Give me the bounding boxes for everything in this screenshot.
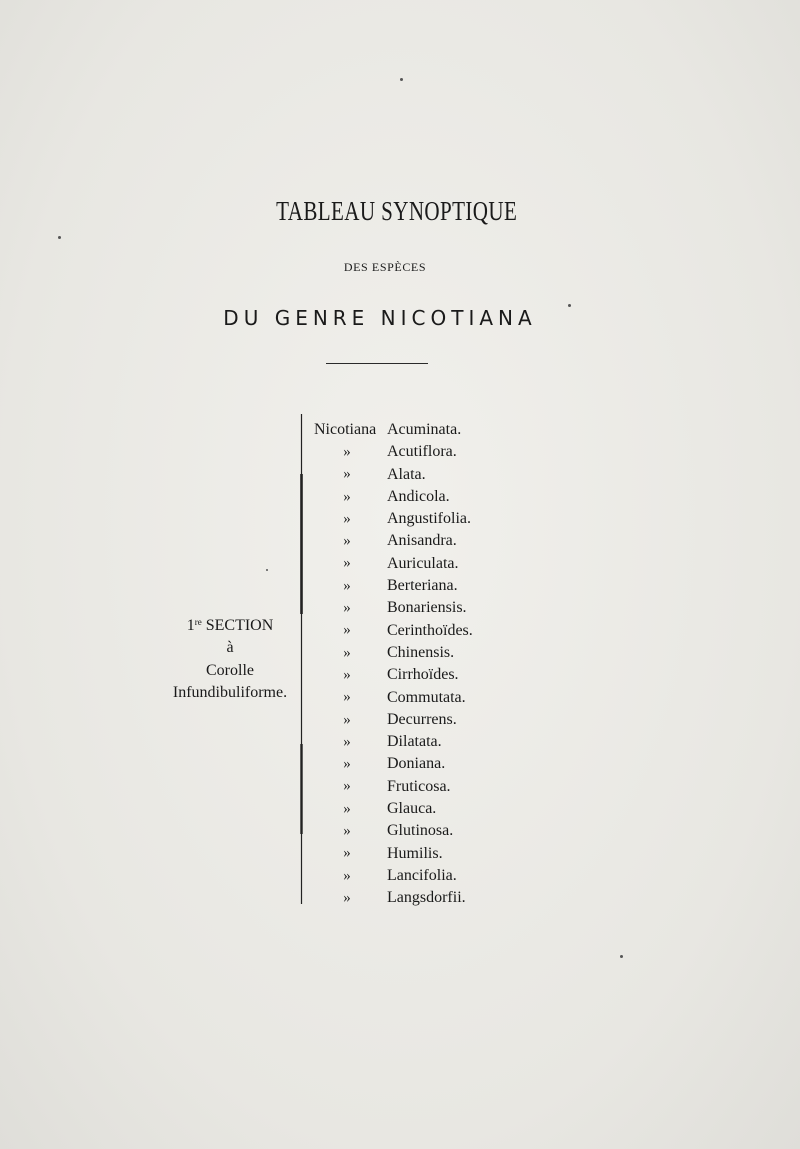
species-item: Acutiflora. [387,443,457,461]
ditto-mark: » [343,867,351,884]
section-label [160,611,300,704]
ditto-mark: » [343,510,351,527]
species-item: Auriculata. [387,554,459,572]
ditto-mark: » [343,600,351,617]
ditto-mark: » [343,622,351,639]
title-divider [326,363,428,364]
section-brace [300,414,303,904]
paper-speck [58,236,61,239]
ditto-mark: » [343,800,351,817]
species-item: Chinensis. [387,643,455,661]
species-item: Cirrhoïdes. [387,666,459,684]
ditto-mark: » [343,689,351,706]
ditto-mark: » [343,666,351,683]
species-item: Humilis. [387,844,443,862]
page-subtitle: DES ESPÈCES [343,260,427,274]
ditto-mark: » [343,488,351,505]
section-line-3: Corolle [206,661,254,679]
paper-speck [620,955,623,958]
ditto-mark: » [343,466,351,483]
species-item: Andicola. [387,487,450,505]
species-item: Fruticosa. [387,777,451,795]
ditto-mark: » [343,756,351,773]
genus-name: Nicotiana [314,421,377,438]
section-line-2: à [226,639,234,657]
species-item: Langsdorfii. [387,889,466,907]
species-item: Alata. [387,465,426,483]
paper-speck [266,569,268,571]
species-item: Acuminata. [387,421,462,438]
species-item: Doniana. [387,755,446,773]
ditto-column [338,441,356,909]
ditto-mark: » [343,823,351,840]
paper-speck [568,304,571,307]
section-word: SECTION [201,617,274,634]
species-item: Berteriana. [387,577,458,595]
ditto-mark: » [343,733,351,750]
paper-speck [400,78,403,81]
genus-heading: DU GENRE NICOTIANA [223,306,537,330]
ditto-mark: » [343,444,351,460]
species-item: Anisandra. [387,532,457,550]
ditto-mark: » [343,533,351,550]
ditto-mark: » [343,778,351,795]
species-item: Cerinthoïdes. [387,621,473,639]
ditto-mark: » [343,845,351,862]
species-item: Bonariensis. [387,599,467,617]
section-line-1 [160,611,300,637]
ditto-mark: » [343,577,351,594]
species-item: Glauca. [387,800,437,818]
ditto-mark: » [343,555,351,572]
ditto-mark: » [343,644,351,661]
species-item: Dilatata. [387,733,442,751]
species-item: Angustifolia. [387,510,471,528]
species-item: Commutata. [387,688,466,706]
page-title: TABLEAU SYNOPTIQUE [276,196,518,226]
species-item: Lancifolia. [387,866,457,884]
species-item: Glutinosa. [387,822,454,840]
species-list [387,419,473,910]
section-line-4: Infundibuliforme. [172,683,288,701]
section-number: 1 [186,617,195,634]
species-item: Decurrens. [387,710,457,728]
ditto-mark: » [343,711,351,728]
ditto-mark: » [343,889,351,906]
section-number-suffix: re [194,617,202,627]
